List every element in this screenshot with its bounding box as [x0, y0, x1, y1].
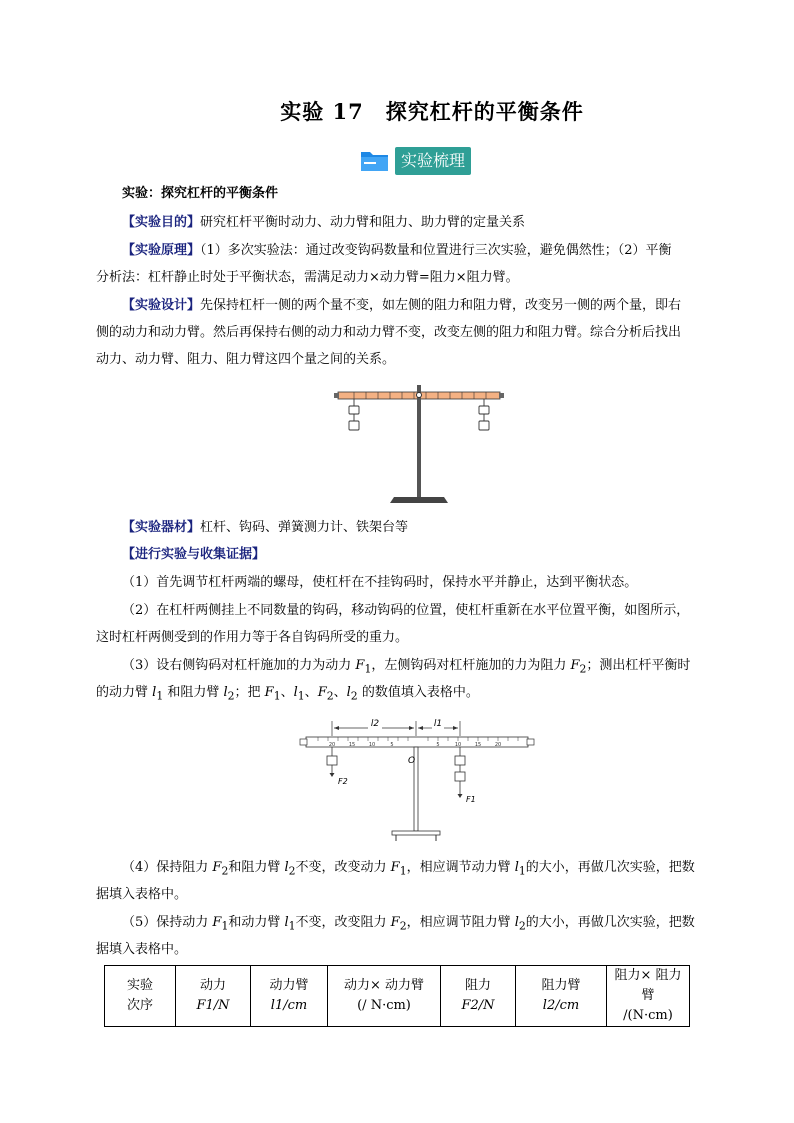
header-cell: 动力× 动力臂 (/ N·cm) [328, 966, 441, 1027]
lever-figure-2 [298, 712, 542, 844]
design-line-1 [122, 297, 681, 315]
design-text-1: 先保持杠杆一侧的两个量不变，如左侧的阻力和阻力臂，改变另一侧的两个量，即右 [200, 298, 682, 313]
left-weight [327, 747, 337, 774]
step-3-line-2: 的动力臂 $l_1$ 和阻力臂 $l_2$；把 $F_1$、$l_1$、$F_2$、$l_2$ 的数值填入表格中。 [96, 685, 479, 703]
lever-figure-1 [334, 380, 506, 510]
left-weights [349, 399, 359, 430]
header-cell: 动力臂 l1/cm [251, 966, 328, 1027]
principle-label: 【实验原理】 [122, 243, 201, 258]
header-cell: 动力 F1/N [176, 966, 251, 1027]
label-F2: F2 [338, 777, 348, 786]
step-2-line-2: 这时杠杆两侧受到的作用力等于各自钩码所受的重力。 [96, 630, 409, 645]
label-F1: F1 [466, 795, 476, 804]
step-5-line-1: （5）保持动力 $F_1$和动力臂 $l_1$不变，改变阻力 $F_2$，相应调节阻力臂 $l_2$的大小，再做几次实验，把数 [122, 915, 695, 933]
tick-label: 20 [328, 742, 336, 748]
lever-stand-pole [417, 385, 421, 497]
tick-label: 20 [494, 742, 502, 748]
right-weights [479, 399, 489, 430]
step-1: （1）首先调节杠杆两端的螺母，使杠杆在不挂钩码时，保持水平并静止，达到平衡状态。 [122, 575, 638, 590]
tick-label: 15 [474, 742, 482, 748]
section-tag-label: 实验梳理 [395, 147, 471, 175]
step-3-line-1: （3）设右侧钩码对杠杆施加的力为动力 $F_1$，左侧钩码对杠杆施加的力为阻力 $F_2$；测出杠杆平衡时 [122, 658, 691, 676]
tick-label: 15 [348, 742, 356, 748]
tick-label: 10 [454, 742, 462, 748]
purpose-label: 【实验目的】 [122, 215, 201, 230]
header-cell: 阻力 F2/N [441, 966, 516, 1027]
design-line-3: 动力、动力臂、阻力、阻力臂这四个量之间的关系。 [96, 352, 396, 367]
tick-label: 5 [436, 742, 440, 748]
table-header-row [105, 966, 690, 1027]
header-cell: 阻力× 阻力臂 /(N·cm) [607, 966, 690, 1027]
label-O: O [408, 756, 416, 766]
tick-label: 10 [368, 742, 376, 748]
principle-line-1 [122, 242, 672, 260]
principle-line-2: 分析法：杠杆静止时处于平衡状态，需满足动力×动力臂=阻力×阻力臂。 [96, 270, 519, 285]
section-tag [360, 146, 471, 176]
step-4-line-2: 据填入表格中。 [96, 887, 188, 902]
header-cell: 实验 次序 [105, 966, 176, 1027]
equipment-text: 杠杆、钩码、弹簧测力计、铁架台等 [200, 520, 409, 535]
page-title: 实验 17 探究杠杆的平衡条件 [280, 99, 584, 124]
purpose-paragraph [122, 214, 525, 232]
header-cell: 阻力臂 l2/cm [516, 966, 607, 1027]
data-table [104, 965, 690, 1027]
label-l1: l1 [433, 719, 443, 729]
step-5-line-2: 据填入表格中。 [96, 942, 188, 957]
design-line-2: 侧的动力和动力臂。然后再保持右侧的动力和动力臂不变，改变左侧的阻力和阻力臂。综合分析后找出 [96, 325, 682, 340]
tick-label: 5 [390, 742, 394, 748]
equipment-paragraph [122, 519, 408, 537]
step-2-line-1: （2）在杠杆两侧挂上不同数量的钩码，移动钩码的位置，使杠杆重新在水平位置平衡，如图所示， [122, 603, 690, 618]
equipment-label: 【实验器材】 [122, 520, 201, 535]
step-4-line-1: （4）保持阻力 $F_2$和阻力臂 $l_2$不变，改变动力 $F_1$，相应调节动力臂 $l_1$的大小，再做几次实验，把数 [122, 860, 695, 878]
label-l2: l2 [370, 719, 380, 729]
purpose-text: 研究杠杆平衡时动力、动力臂和阻力、助力臂的定量关系 [200, 215, 526, 230]
lever-stand-base [390, 497, 448, 503]
principle-text-1: （1）多次实验法：通过改变钩码数量和位置进行三次实验，避免偶然性；（2）平衡 [200, 243, 672, 258]
stand-base [392, 831, 440, 835]
right-weights [455, 747, 465, 794]
procedure-label: 【进行实验与收集证据】 [122, 547, 266, 562]
design-label: 【实验设计】 [122, 298, 201, 313]
intro-line: 实验：探究杠杆的平衡条件 [122, 186, 279, 201]
folder-icon [360, 149, 390, 173]
